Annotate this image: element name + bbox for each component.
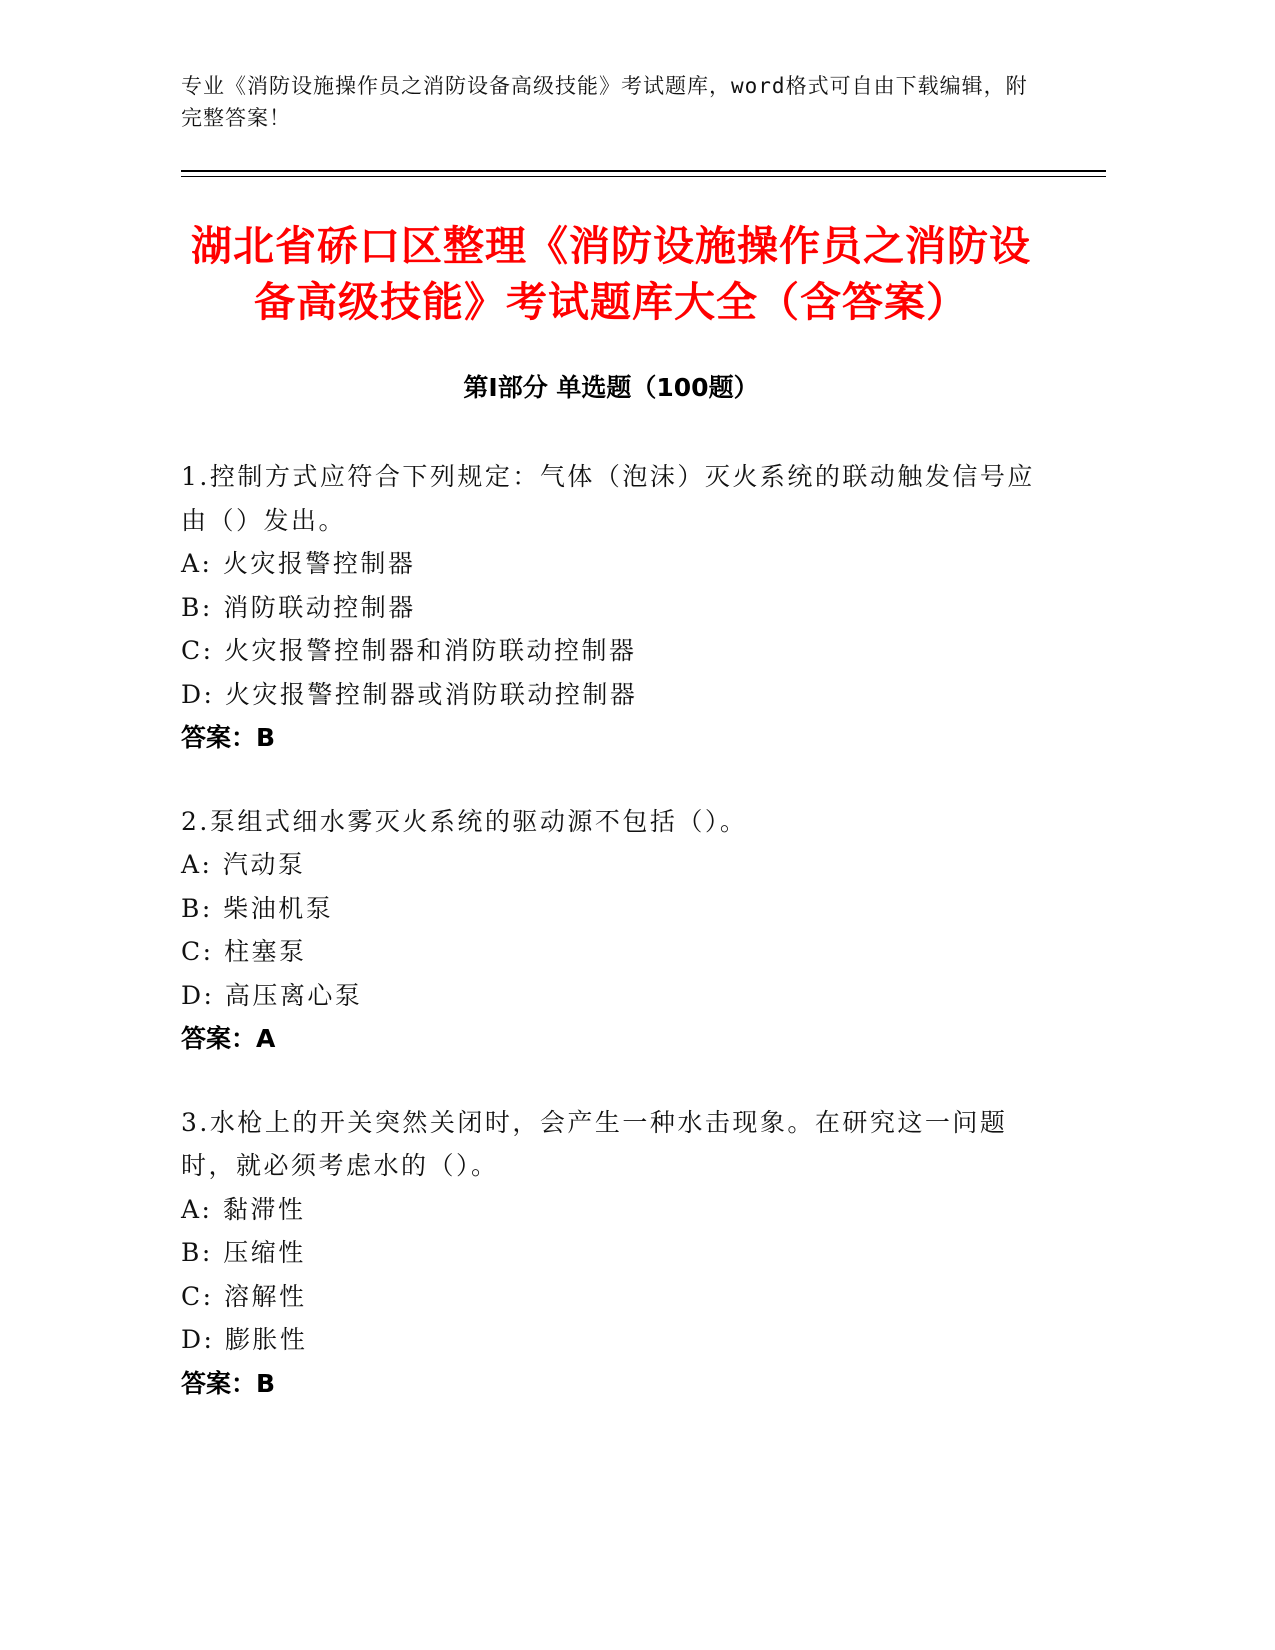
question-list <box>181 455 1041 1445</box>
question-stem: 3.水枪上的开关突然关闭时，会产生一种水击现象。在研究这一问题时，就必须考虑水的（）。 <box>181 1107 1008 1180</box>
answer: 答案：A <box>181 1024 276 1053</box>
option-d: D: 膨胀性 <box>181 1325 308 1354</box>
question-3 <box>181 1101 1041 1406</box>
option-c: C: 溶解性 <box>181 1281 307 1311</box>
option-a: A: 汽动泵 <box>181 850 306 879</box>
option-a: A: 火灾报警控制器 <box>181 549 416 578</box>
header-rule-thin <box>181 176 1106 177</box>
header-note: 专业《消防设施操作员之消防设备高级技能》考试题库，word格式可自由下载编辑，附完整答案！ <box>181 74 1028 130</box>
section-title: 第I部分 单选题（100题） <box>463 373 759 402</box>
header-rule-thick <box>181 170 1106 172</box>
question-2 <box>181 800 1041 1061</box>
option-b: B: 消防联动控制器 <box>181 592 416 622</box>
option-b: B: 柴油机泵 <box>181 893 334 923</box>
question-stem: 1.控制方式应符合下列规定：气体（泡沫）灭火系统的联动触发信号应由（）发出。 <box>181 462 1035 535</box>
answer: 答案：B <box>181 723 276 752</box>
question-stem: 2.泵组式细水雾灭火系统的驱动源不包括（）。 <box>181 806 748 836</box>
document-title: 湖北省硚口区整理《消防设施操作员之消防设备高级技能》考试题库大全（含答案） <box>191 222 1031 326</box>
option-b: B: 压缩性 <box>181 1238 306 1267</box>
option-a: A: 黏滞性 <box>181 1194 306 1224</box>
option-c: C: 火灾报警控制器和消防联动控制器 <box>181 636 637 665</box>
question-1 <box>181 455 1041 760</box>
option-d: D: 高压离心泵 <box>181 980 363 1010</box>
option-c: C: 柱塞泵 <box>181 937 307 966</box>
option-d: D: 火灾报警控制器或消防联动控制器 <box>181 679 638 709</box>
answer: 答案：B <box>181 1368 276 1398</box>
